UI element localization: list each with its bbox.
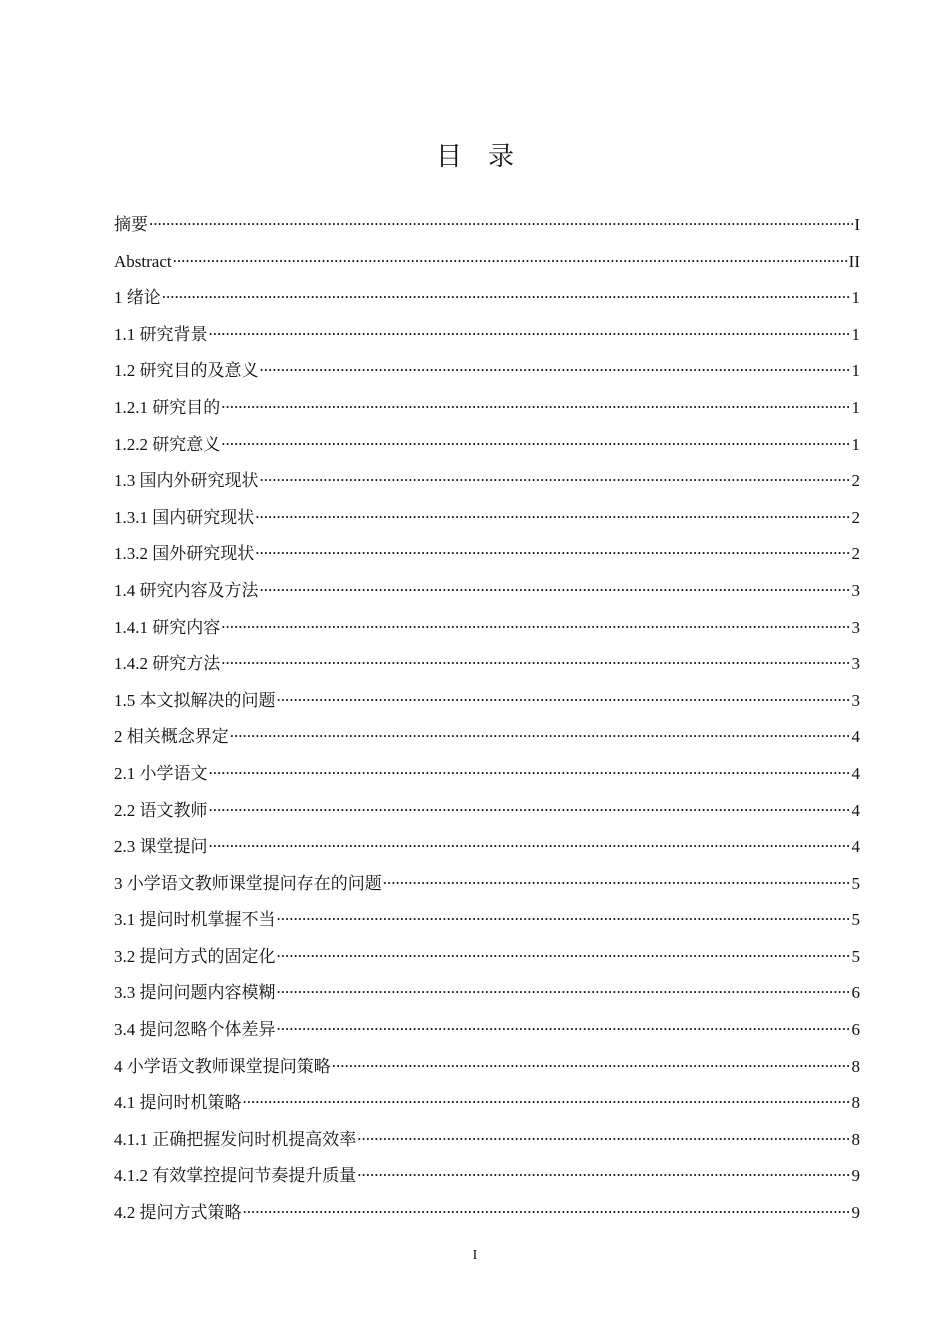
toc-entry-title: 1.4.2 研究方法 [114,654,221,674]
toc-entry[interactable] [114,610,860,647]
toc-entry-title: 2.2 语文教师 [114,800,208,820]
toc-entry-page-number: 8 [851,1129,860,1149]
dot-leader [209,796,851,816]
toc-entry-title: 3.2 提问方式的固定化 [114,946,276,966]
toc-entry-page-number: 3 [851,617,860,637]
toc-entry[interactable] [114,463,860,500]
dot-leader [243,1088,851,1108]
toc-entry-page-number: 1 [851,434,860,454]
toc-entry[interactable] [114,390,860,427]
toc-entry[interactable] [114,1195,860,1232]
dot-leader [260,576,851,596]
toc-entry-page-number: 2 [851,507,860,527]
toc-entry-page-number: II [848,251,860,271]
toc-entry-page-number: 9 [851,1203,860,1223]
toc-entry[interactable] [114,683,860,720]
toc-entry-page-number: 6 [851,1020,860,1040]
dot-leader [162,283,851,303]
toc-entry-title: 4.1.2 有效掌控提问节奏提升质量 [114,1166,357,1186]
toc-entry-title: 1.2 研究目的及意义 [114,361,259,381]
toc-entry-title: 4.1.1 正确把握发问时机提高效率 [114,1129,357,1149]
toc-entry-page-number: 3 [851,654,860,674]
toc-entry-title: 1.2.1 研究目的 [114,397,221,417]
toc-entry-title: 1.3 国内外研究现状 [114,471,259,491]
toc-entry[interactable] [114,1158,860,1195]
toc-entry-page-number: 5 [851,910,860,930]
toc-entry-page-number: 4 [851,727,860,747]
dot-leader [277,978,851,998]
toc-entry-page-number: 8 [851,1056,860,1076]
toc-entry-page-number: 9 [851,1166,860,1186]
toc-entry[interactable] [114,1049,860,1086]
toc-entry-title: Abstract [114,251,172,271]
toc-entry-page-number: 1 [851,361,860,381]
toc-entry-title: 1 绪论 [114,288,161,308]
dot-leader [221,649,850,669]
toc-entry[interactable] [114,1085,860,1122]
dot-leader [255,539,850,559]
dot-leader [149,210,853,230]
toc-entry[interactable] [114,719,860,756]
dot-leader [221,613,850,633]
dot-leader [230,722,851,742]
toc-entry-title: 4.1 提问时机策略 [114,1093,242,1113]
toc-entry-title: 1.4 研究内容及方法 [114,580,259,600]
toc-entry-title: 4 小学语文教师课堂提问策略 [114,1056,331,1076]
toc-entry-title: 3.4 提问忽略个体差异 [114,1020,276,1040]
toc-entry-title: 3.3 提问问题内容模糊 [114,983,276,1003]
toc-entry-title: 1.1 研究背景 [114,324,208,344]
toc-entry[interactable] [114,207,860,244]
toc-entry[interactable] [114,280,860,317]
table-of-contents [114,207,860,1232]
toc-entry[interactable] [114,756,860,793]
dot-leader [383,869,851,889]
toc-entry-title: 4.2 提问方式策略 [114,1203,242,1223]
dot-leader [221,430,850,450]
toc-entry[interactable] [114,573,860,610]
dot-leader [260,356,851,376]
toc-entry[interactable] [114,244,860,281]
dot-leader [357,1161,850,1181]
dot-leader [277,942,851,962]
toc-entry[interactable] [114,646,860,683]
toc-entry-page-number: 4 [851,763,860,783]
toc-entry-page-number: 4 [851,837,860,857]
toc-entry-page-number: 4 [851,800,860,820]
toc-entry-page-number: I [854,215,860,234]
toc-entry-page-number: 3 [851,580,860,600]
page-title: 目录 [435,142,540,173]
toc-entry[interactable] [114,829,860,866]
toc-entry[interactable] [114,1122,860,1159]
dot-leader [221,393,850,413]
dot-leader [173,247,848,267]
toc-entry-title: 1.5 本文拟解决的问题 [114,690,276,710]
toc-entry[interactable] [114,1012,860,1049]
dot-leader [277,1015,851,1035]
toc-entry-page-number: 1 [851,397,860,417]
toc-entry-title: 3.1 提问时机掌握不当 [114,910,276,930]
toc-entry-title: 2 相关概念界定 [114,727,229,747]
toc-entry-page-number: 3 [851,690,860,710]
toc-entry[interactable] [114,975,860,1012]
footer-page-number: I [472,1248,478,1263]
toc-entry-page-number: 5 [851,873,860,893]
dot-leader [260,466,851,486]
dot-leader [209,759,851,779]
dot-leader [255,503,850,523]
toc-entry-title: 1.3.2 国外研究现状 [114,544,255,564]
dot-leader [277,686,851,706]
toc-entry-page-number: 5 [851,946,860,966]
toc-entry-page-number: 6 [851,983,860,1003]
toc-entry-page-number: 2 [851,471,860,491]
toc-entry-page-number: 1 [851,288,860,308]
toc-entry[interactable] [114,500,860,537]
dot-leader [209,832,851,852]
toc-entry-title: 3 小学语文教师课堂提问存在的问题 [114,873,382,893]
dot-leader [243,1198,851,1218]
toc-entry-title: 1.2.2 研究意义 [114,434,221,454]
toc-entry-title: 2.3 课堂提问 [114,837,208,857]
toc-entry[interactable] [114,939,860,976]
toc-entry-page-number: 1 [851,324,860,344]
dot-leader [277,905,851,925]
toc-entry[interactable] [114,317,860,354]
toc-entry[interactable] [114,866,860,903]
toc-entry-title: 1.3.1 国内研究现状 [114,507,255,527]
toc-entry[interactable] [114,427,860,464]
dot-leader [357,1125,850,1145]
toc-entry[interactable] [114,793,860,830]
toc-entry-page-number: 2 [851,544,860,564]
dot-leader [209,320,851,340]
toc-entry[interactable] [114,353,860,390]
toc-entry-title: 摘要 [114,215,148,234]
toc-entry-title: 1.4.1 研究内容 [114,617,221,637]
toc-entry[interactable] [114,902,860,939]
dot-leader [332,1052,851,1072]
toc-entry-title: 2.1 小学语文 [114,763,208,783]
toc-entry-page-number: 8 [851,1093,860,1113]
toc-entry[interactable] [114,536,860,573]
